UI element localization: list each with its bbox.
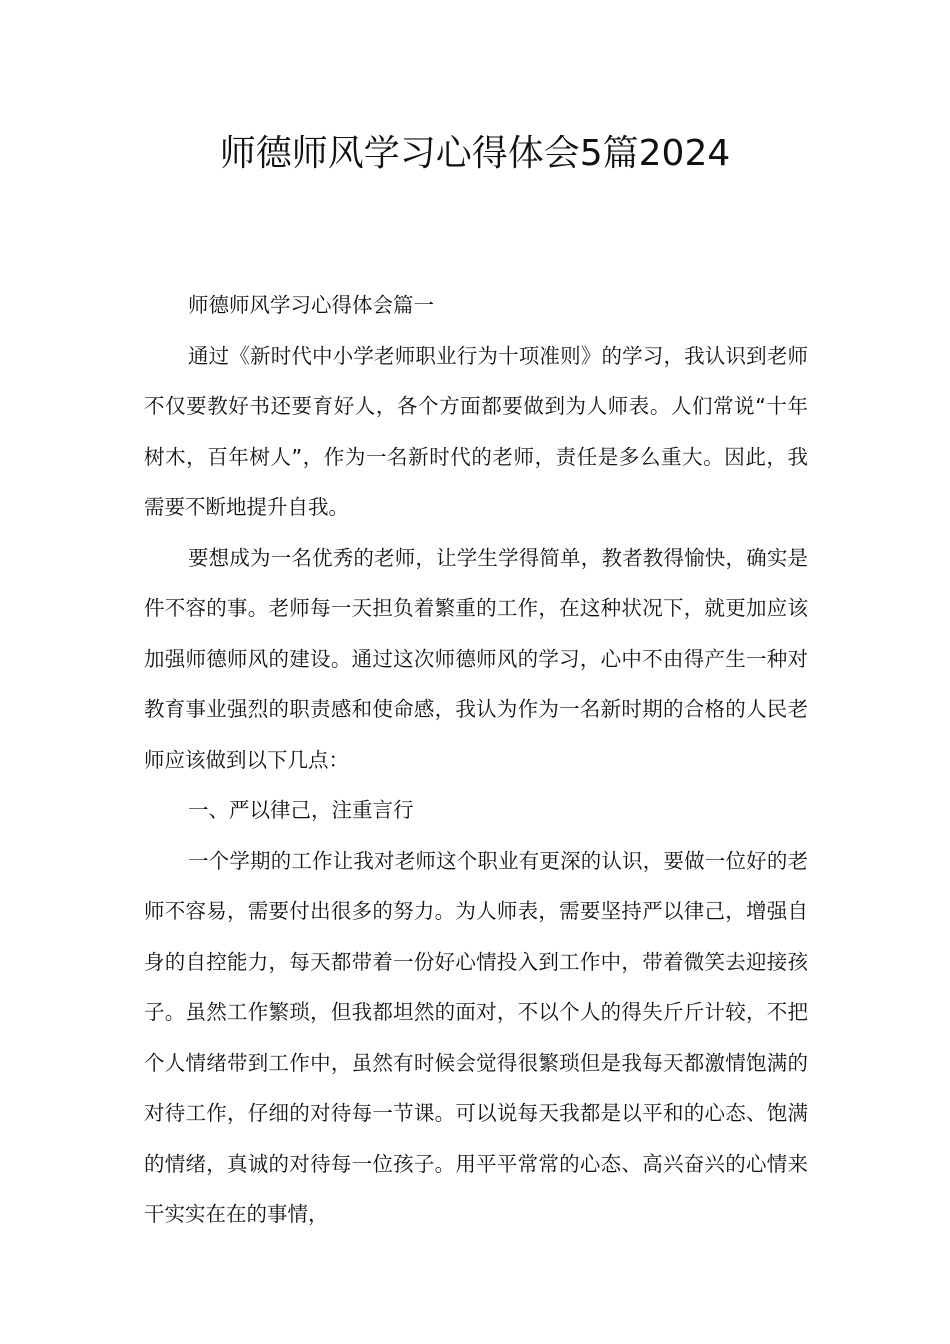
document-title: 师德师风学习心得体会5篇2024: [219, 133, 731, 174]
body-paragraph: 要想成为一名优秀的老师，让学生学得简单，教者教得愉快，确实是件不容的事。老师每一天担负着繁重的工作，在这种状况下，就更加应该加强师德师风的建设。通过这次师德师风的学习，心中不由得产生一种对教育事业强烈的职责感和使命感，我认为作为一名新时期的合格的人民老师应该做到以下几点：: [144, 545, 808, 772]
sub-heading: 一、严以律己，注重言行: [188, 798, 414, 822]
body-paragraph: 通过《新时代中小学老师职业行为十项准则》的学习，我认识到老师不仅要教好书还要育好人，各个方面都要做到为人师表。人们常说“十年树木，百年树人”，作为一名新时代的老师，责任是多么重大。因此，我需要不断地提升自我。: [144, 343, 808, 519]
body-paragraph: 一个学期的工作让我对老师这个职业有更深的认识，要做一位好的老师不容易，需要付出很多的努力。为人师表，需要坚持严以律己，增强自身的自控能力，每天都带着一份好心情投入到工作中，带着微笑去迎接孩子。虽然工作繁琐，但我都坦然的面对，不以个人的得失斤斤计较，不把个人情绪带到工作中，虽然有时候会觉得很繁琐但是我每天都激情饱满的对待工作，仔细的对待每一节课。可以说每天我都是以平和的心态、饱满的情绪，真诚的对待每一位孩子。用平平常常的心态、高兴奋兴的心情来干实实在在的事情，: [144, 848, 808, 1226]
document-body: [144, 280, 808, 1240]
section-heading: 师德师风学习心得体会篇一: [188, 293, 434, 317]
